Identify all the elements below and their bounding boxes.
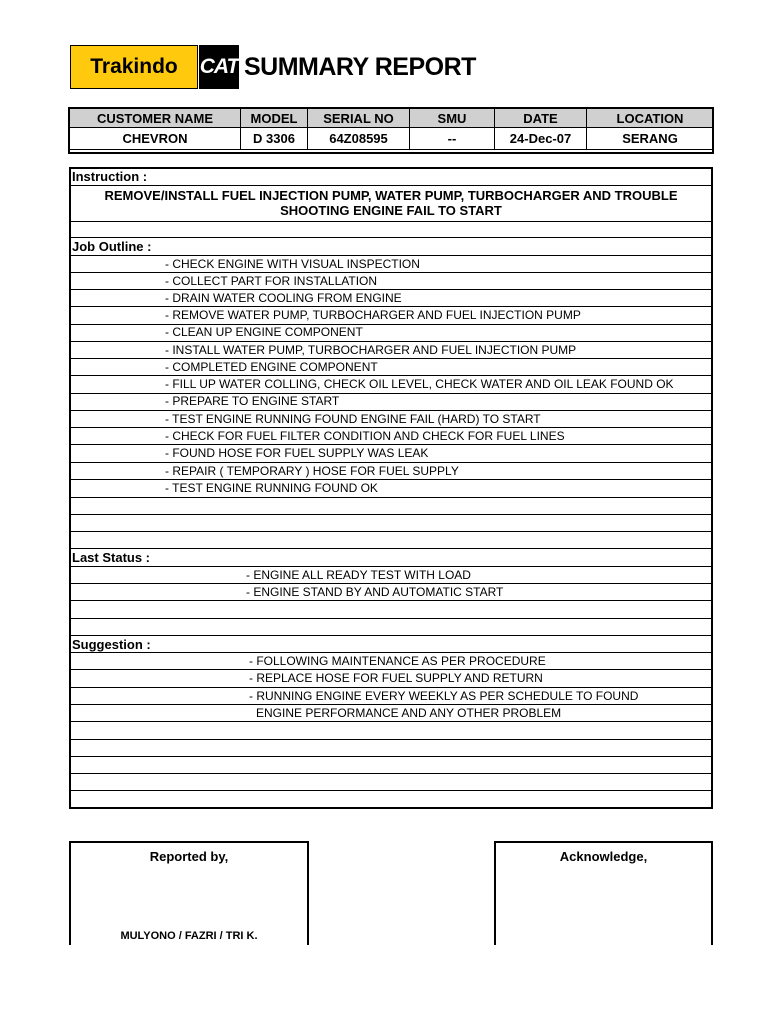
divider [69,756,713,757]
divider [69,652,713,653]
divider [69,497,713,498]
divider [69,687,713,688]
divider [69,255,713,256]
suggestion-item: - REPLACE HOSE FOR FUEL SUPPLY AND RETURN [249,671,543,685]
job-outline-item: - FILL UP WATER COLLING, CHECK OIL LEVEL, CHECK WATER AND OIL LEAK FOUND OK [165,377,674,391]
col-serial-no: SERIAL NO [308,109,410,128]
divider [69,410,713,411]
brand-name: Trakindo [90,55,178,78]
col-location: LOCATION [587,109,714,128]
job-outline-item: - CHECK FOR FUEL FILTER CONDITION AND CHECK FOR FUEL LINES [165,429,565,443]
divider [69,479,713,480]
divider [69,739,713,740]
divider [69,790,713,791]
job-outline-item: - COMPLETED ENGINE COMPONENT [165,360,378,374]
divider [69,566,713,567]
job-outline-item: - INSTALL WATER PUMP, TURBOCHARGER AND FUEL INJECTION PUMP [165,343,577,357]
acknowledge-box [494,841,713,945]
date-value: 24-Dec-07 [495,128,587,150]
divider [69,272,713,273]
job-outline-label: Job Outline : [72,239,152,254]
job-outline-item: - TEST ENGINE RUNNING FOUND OK [165,481,378,495]
divider [69,618,713,619]
reported-by-names: MULYONO / FAZRI / TRI K. [120,930,258,942]
last-status-item: - ENGINE STAND BY AND AUTOMATIC START [246,585,504,599]
col-smu: SMU [410,109,495,128]
divider [69,531,713,532]
report-title: SUMMARY REPORT [244,53,476,81]
job-outline-item: - COLLECT PART FOR INSTALLATION [165,274,378,288]
divider [69,514,713,515]
cat-logo-text: CAT [199,55,239,78]
instruction-line-1: REMOVE/INSTALL FUEL INJECTION PUMP, WATER PUMP, TURBOCHARGER AND TROUBLE [104,188,678,203]
divider [69,600,713,601]
cat-logo [199,45,239,89]
job-outline-item: - PREPARE TO ENGINE START [165,394,340,408]
job-outline-item: - TEST ENGINE RUNNING FOUND ENGINE FAIL (HARD) TO START [165,412,541,426]
instruction-line-2: SHOOTING ENGINE FAIL TO START [280,203,502,218]
job-outline-item: - CHECK ENGINE WITH VISUAL INSPECTION [165,257,420,271]
divider [69,462,713,463]
job-outline-item: - REMOVE WATER PUMP, TURBOCHARGER AND FUEL INJECTION PUMP [165,308,581,322]
suggestion-item: - FOLLOWING MAINTENANCE AS PER PROCEDURE [249,654,546,668]
col-customer-name: CUSTOMER NAME [70,109,241,128]
info-table [69,108,714,150]
job-outline-item: - FOUND HOSE FOR FUEL SUPPLY WAS LEAK [165,446,429,460]
job-outline-item: - REPAIR ( TEMPORARY ) HOSE FOR FUEL SUPPLY [165,464,459,478]
divider [69,221,713,222]
divider [69,548,713,549]
divider [69,669,713,670]
divider [69,375,713,376]
model-value: D 3306 [241,128,308,150]
location-value: SERANG [587,128,714,150]
info-header-row [70,109,714,128]
reported-by-box [69,841,309,945]
divider [69,427,713,428]
job-outline-item: - CLEAN UP ENGINE COMPONENT [165,325,363,339]
col-model: MODEL [241,109,308,128]
divider [69,185,713,186]
suggestion-item: - RUNNING ENGINE EVERY WEEKLY AS PER SCHEDULE TO FOUND [249,689,639,703]
divider [69,289,713,290]
divider [69,306,713,307]
divider [69,583,713,584]
last-status-label: Last Status : [72,550,151,565]
smu-value: -- [410,128,495,150]
col-date: DATE [495,109,587,128]
divider [69,237,713,238]
suggestion-item: ENGINE PERFORMANCE AND ANY OTHER PROBLEM [256,706,562,720]
divider [69,721,713,722]
acknowledge-label: Acknowledge, [559,849,648,864]
reported-by-label: Reported by, [149,849,229,864]
serial-no-value: 64Z08595 [308,128,410,150]
trakindo-logo [70,45,198,89]
customer-name-value: CHEVRON [70,128,241,150]
last-status-item: - ENGINE ALL READY TEST WITH LOAD [246,568,471,582]
divider [69,358,713,359]
info-value-row [70,128,714,150]
suggestion-label: Suggestion : [72,637,151,652]
job-outline-item: - DRAIN WATER COOLING FROM ENGINE [165,291,402,305]
divider [69,635,713,636]
divider [69,341,713,342]
divider [69,704,713,705]
divider [69,444,713,445]
divider [69,773,713,774]
instruction-label: Instruction : [72,169,148,184]
